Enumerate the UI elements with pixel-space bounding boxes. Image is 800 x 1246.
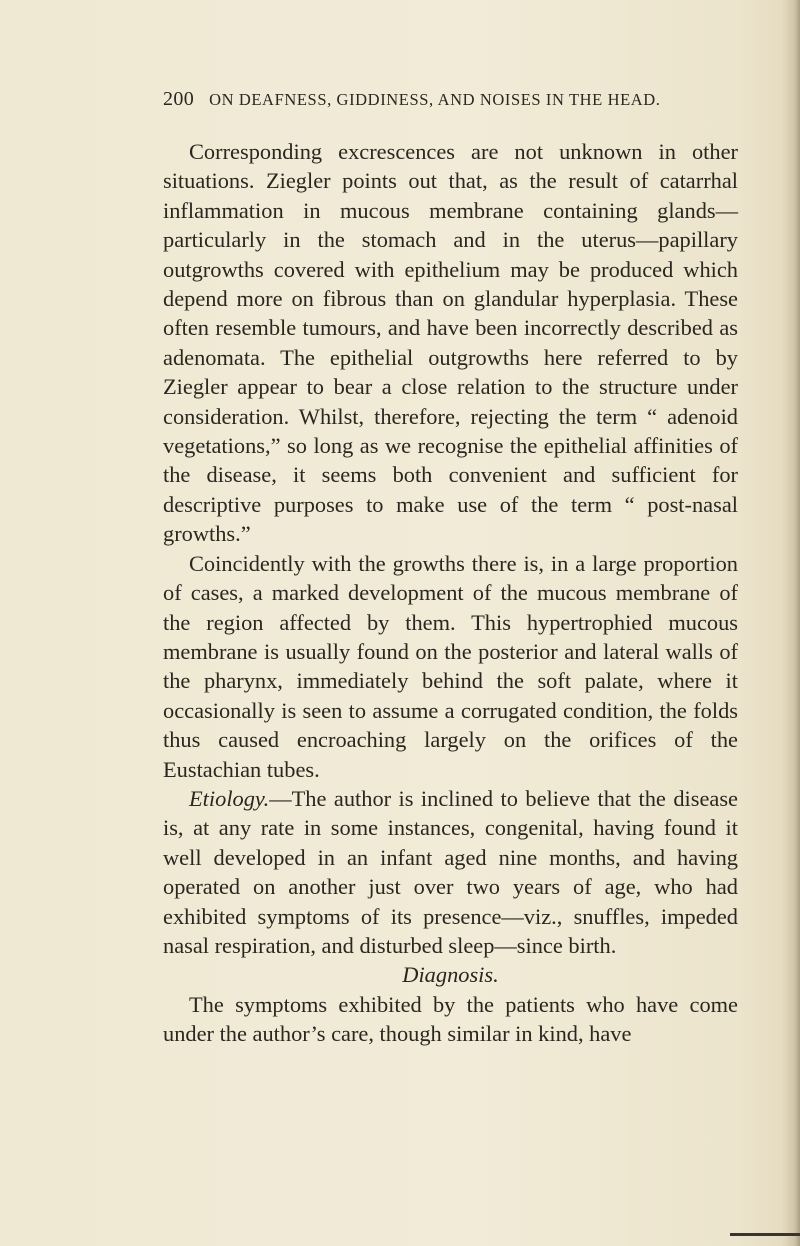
- paragraph-1: Corresponding excrescences are not unknown in other situations. Ziegler points out that, as the result of catarrhal inflammation in mucous membrane containing glands—particularly in the stomach and in the uterus—papillary outgrowths covered with epithelium may be produced which depend more on fibrous than on glandular hyperplasia. These often resemble tumours, and have been incorrectly described as adenomata. The epithelial outgrowths here referred to by Ziegler appear to bear a close relation to the structure under consideration. Whilst, therefore, rejecting the term “ adenoid vegetations,” so long as we recognise the epithelial affinities of the disease, it seems both convenient and sufficient for descriptive purposes to make use of the term “ post-nasal growths.”: [163, 139, 738, 547]
- etiology-lead: Etiology.: [189, 785, 270, 811]
- paragraph-2: Coincidently with the growths there is, in a large proportion of cases, a marked development of the mucous membrane of the region affected by them. This hypertrophied mucous membrane is usually found on the posterior and lateral walls of the pharynx, immediately behind the soft palate, where it occasionally is seen to assume a corrugated condition, the folds thus caused encroaching largely on the orifices of the Eustachian tubes.: [163, 550, 738, 782]
- page-number: 200: [163, 88, 195, 110]
- bottom-edge-mark: [730, 1233, 800, 1236]
- running-head: [163, 88, 723, 111]
- page-edge-shadow: [782, 0, 800, 1246]
- paragraph-3: [163, 784, 738, 960]
- running-title: ON DEAFNESS, GIDDINESS, AND NOISES IN THE HEAD.: [209, 90, 661, 109]
- body-text: [163, 137, 738, 1049]
- etiology-text: —The author is inclined to believe that the disease is, at any rate in some instances, congenital, having found it well developed in an infant aged nine months, and having operated on another just over two years of age, who had exhibited symptoms of its presence—viz., snuffles, impeded nasal respiration, and disturbed sleep—since birth.: [163, 785, 738, 958]
- paragraph-4: The symptoms exhibited by the patients who have come under the author’s care, though similar in kind, have: [163, 991, 738, 1047]
- section-heading-diagnosis: Diagnosis.: [402, 962, 499, 988]
